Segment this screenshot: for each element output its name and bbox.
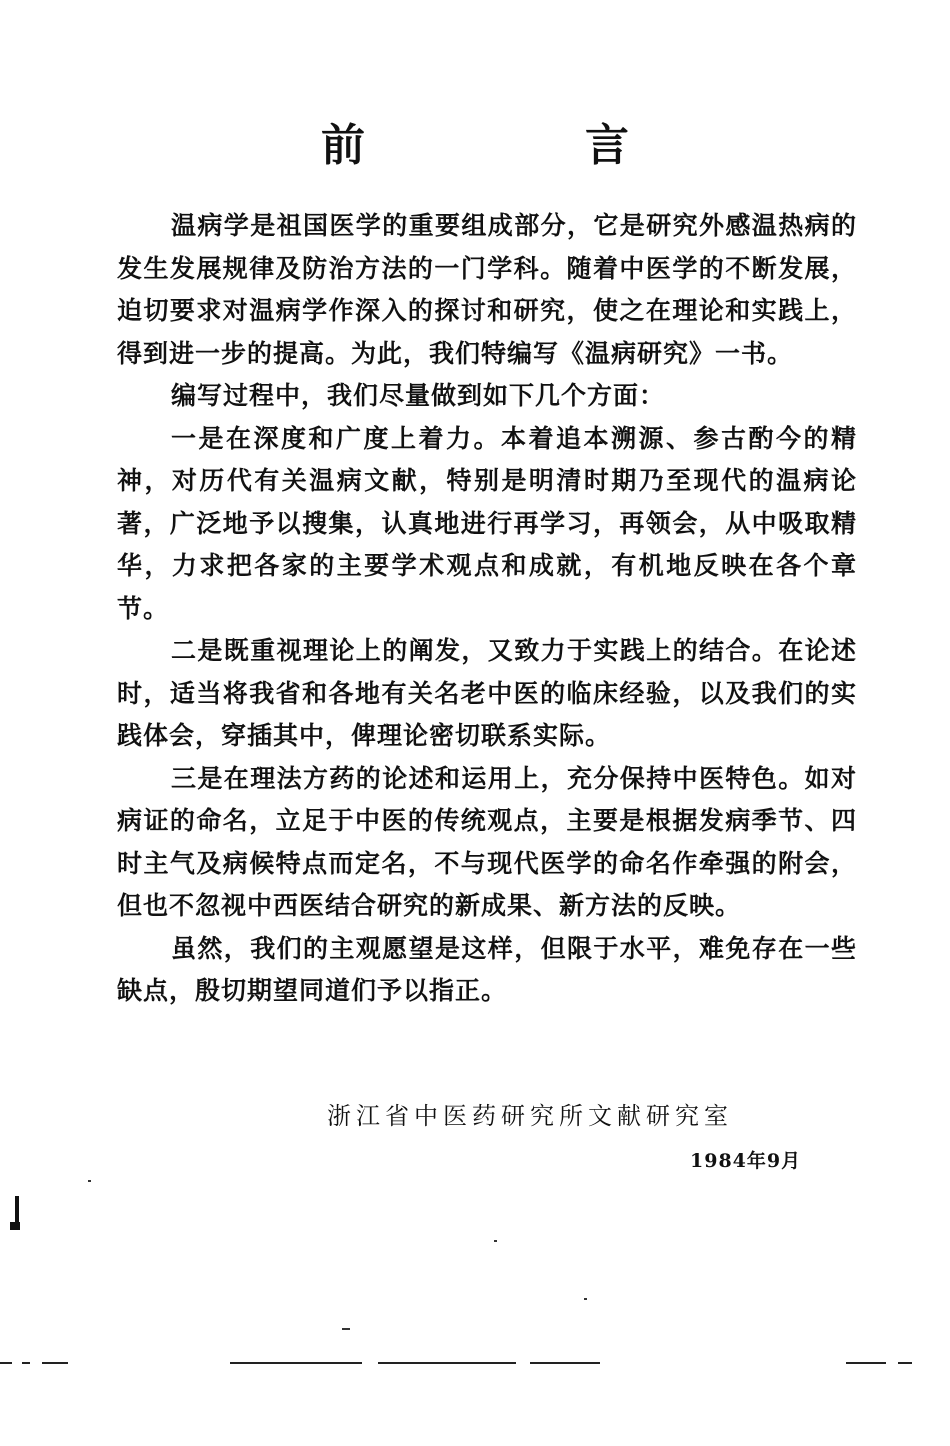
scan-speck — [88, 1180, 91, 1182]
scan-dash — [898, 1362, 912, 1364]
paragraph-aspect-two: 二是既重视理论上的阐发，又致力于实践上的结合。在论述时，适当将我省和各地有关名老中医的临床经验，以及我们的实践体会，穿插其中，俾理论密切联系实际。 — [117, 636, 857, 750]
page-title: 前 言 — [321, 120, 717, 171]
paragraph-closing: 虽然，我们的主观愿望是这样，但限于水平，难免存在一些缺点，殷切期望同道们予以指正。 — [117, 933, 857, 1005]
scan-dash — [378, 1362, 516, 1364]
scan-dash — [0, 1362, 12, 1364]
paragraph-aspect-one: 一是在深度和广度上着力。本着追本溯源、参古酌今的精神，对历代有关温病文献，特别是明清时期乃至现代的温病论著，广泛地予以搜集，认真地进行再学习，再领会，从中吸取精华，力求把各家的主要学术观点和成就，有机地反映在各个章节。 — [117, 423, 857, 623]
date: 1984年9月 — [690, 1150, 802, 1172]
scan-dash — [230, 1362, 362, 1364]
scan-speck — [584, 1298, 587, 1300]
scan-speck — [342, 1328, 350, 1330]
paragraph-intro: 温病学是祖国医学的重要组成部分，它是研究外感温热病的发生发展规律及防治方法的一门学科。随着中医学的不断发展，迫切要求对温病学作深入的探讨和研究，使之在理论和实践上，得到进一步的提高。为此，我们特编写《温病研究》一书。 — [117, 211, 857, 368]
scan-dash — [42, 1362, 68, 1364]
scan-edge-mark — [8, 1196, 24, 1234]
preface-body — [117, 205, 857, 1013]
paragraph-aspects-intro: 编写过程中，我们尽量做到如下几个方面： — [171, 381, 666, 410]
signature: 浙江省中医药研究所文献研究室 — [327, 1102, 733, 1130]
scan-dash — [530, 1362, 600, 1364]
scan-dash — [22, 1362, 30, 1364]
paragraph-aspect-three: 三是在理法方药的论述和运用上，充分保持中医特色。如对病证的命名，立足于中医的传统观点，主要是根据发病季节、四时主气及病候特点而定名，不与现代医学的命名作牵强的附会，但也不忽视中西医结合研究的新成果、新方法的反映。 — [117, 763, 857, 920]
scan-dash — [846, 1362, 886, 1364]
scan-speck — [494, 1240, 497, 1242]
